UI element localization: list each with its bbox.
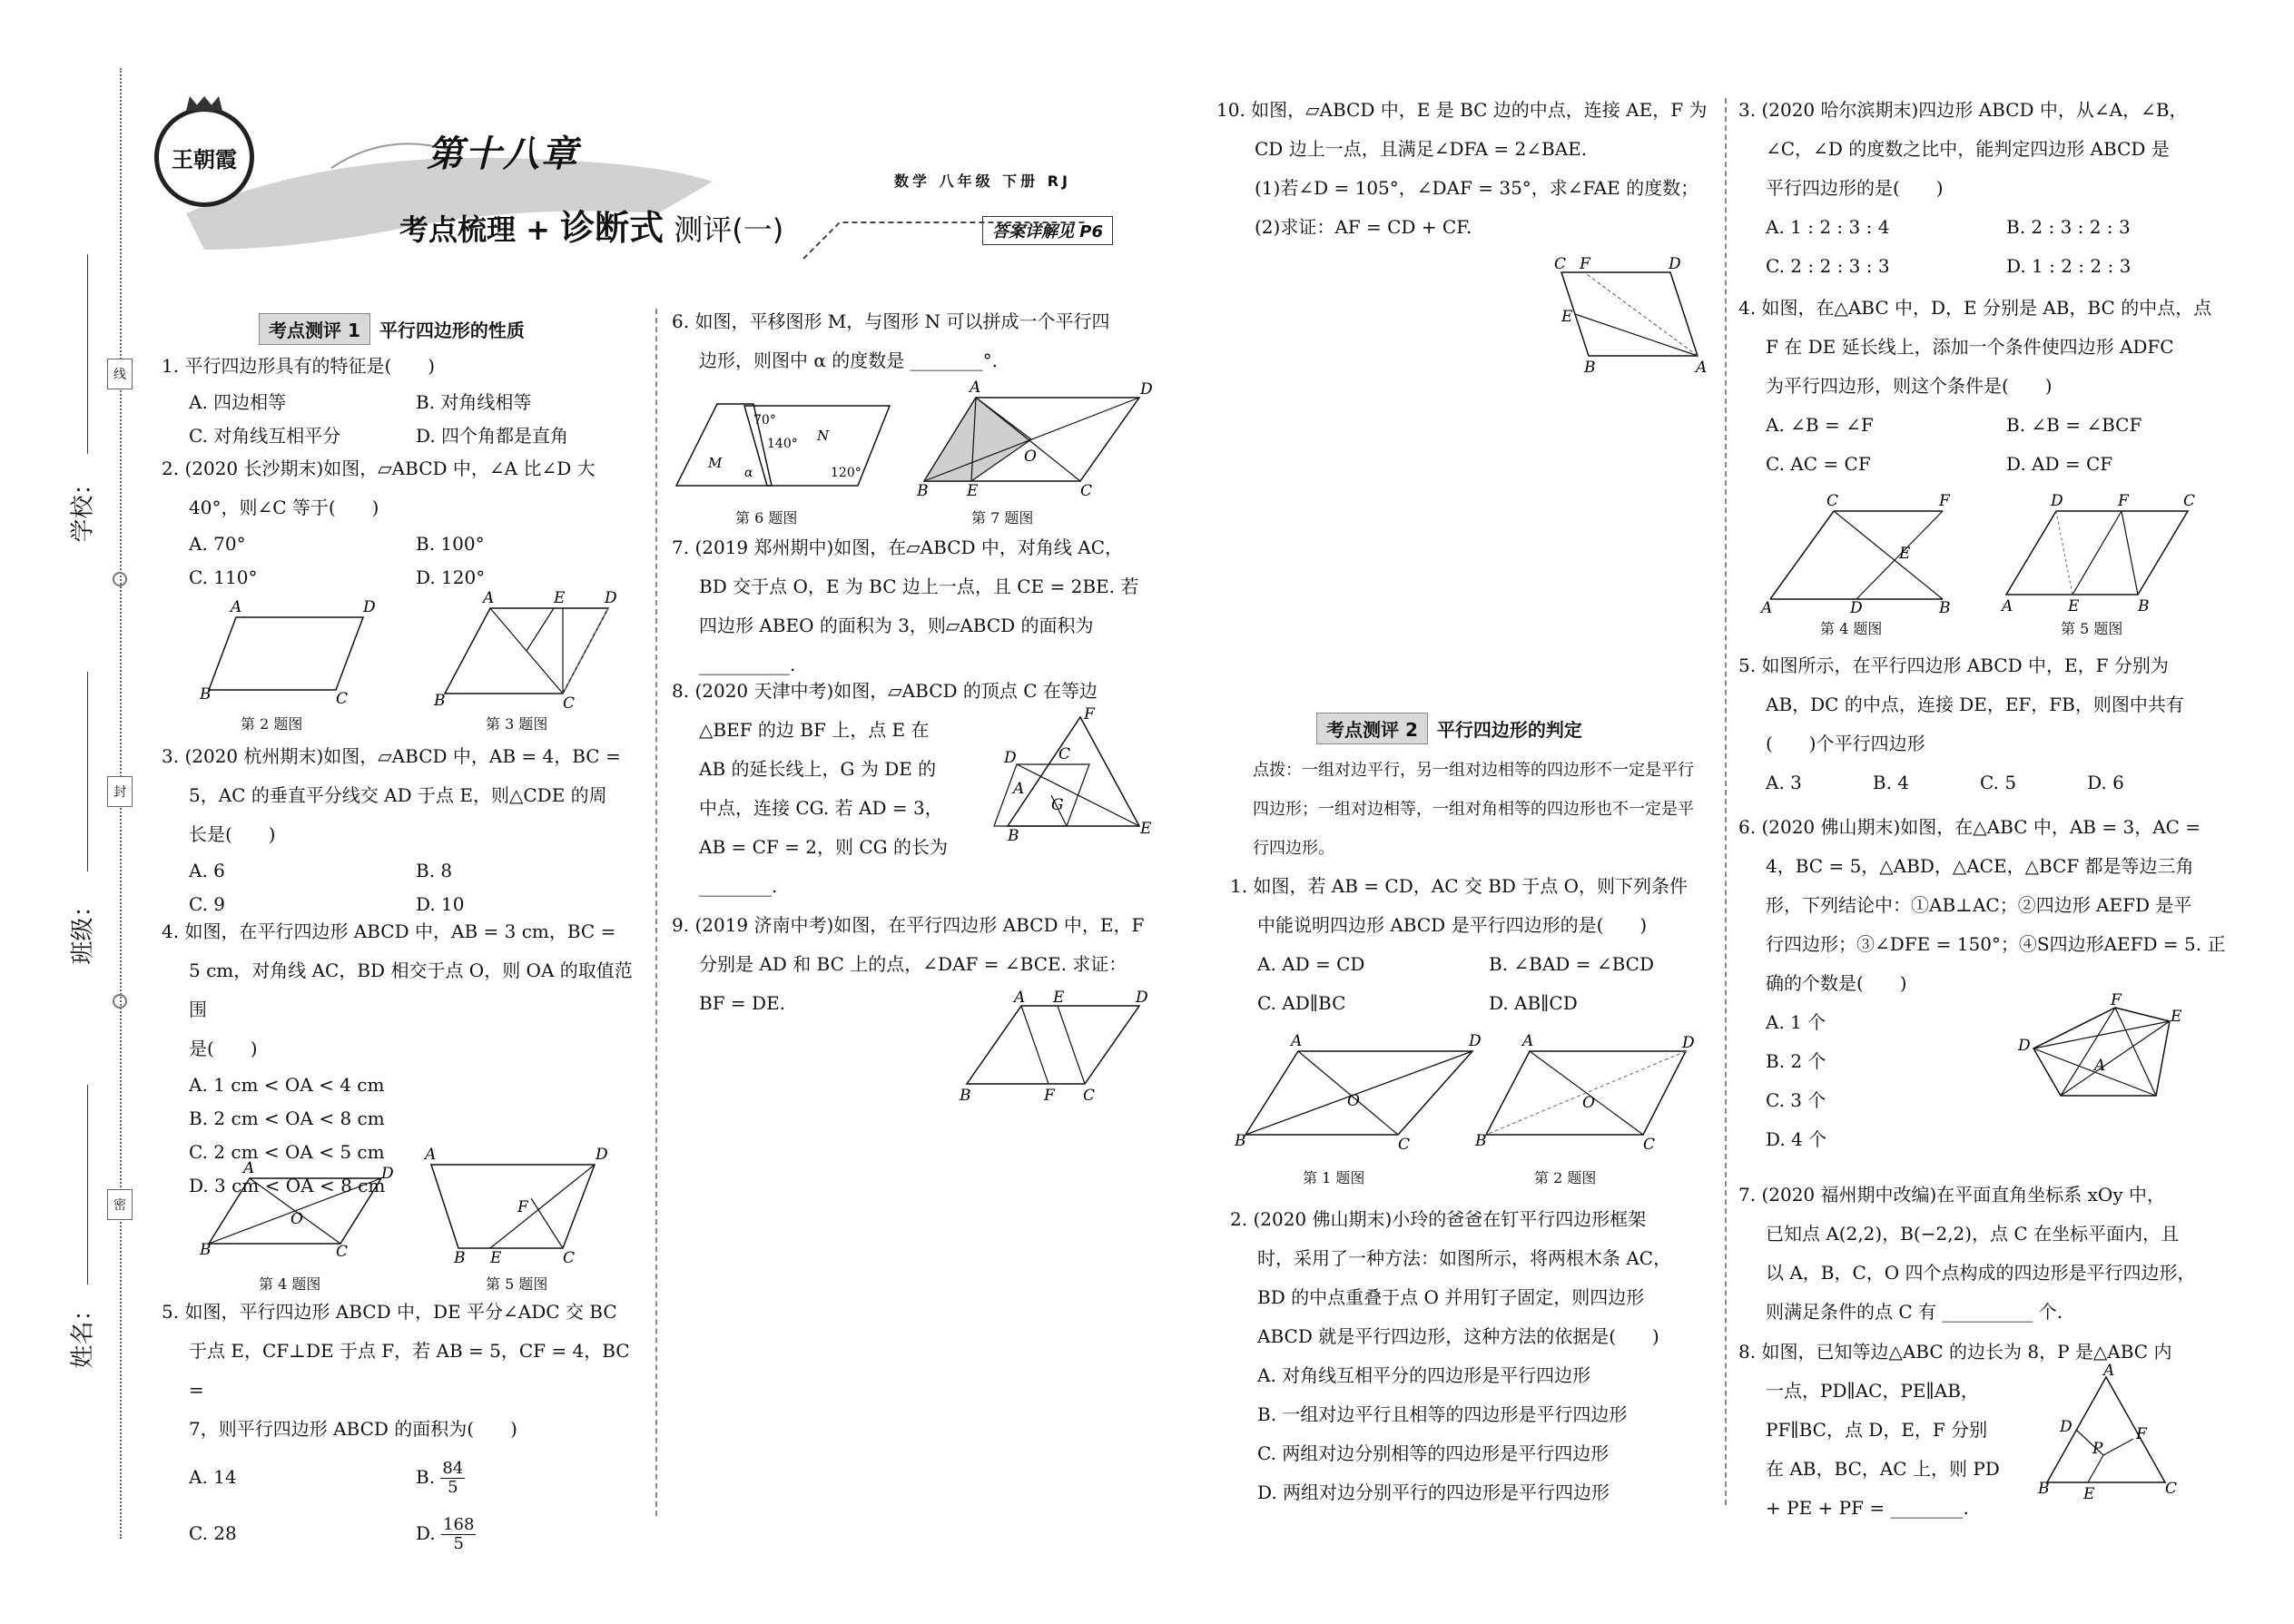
svg-text:B: B [917, 482, 929, 500]
svg-text:A: A [2103, 1362, 2115, 1380]
col4-q4-line2: F 在 DE 延长线上，添加一个条件使四边形 ADFC [1766, 336, 2174, 358]
col4-q5-line3: ( )个平行四边形 [1766, 733, 1925, 754]
binding-mark-feng: 封 [107, 776, 133, 807]
col3-s2q1-opt-d[interactable]: D. AB∥CD [1489, 992, 1578, 1014]
svg-text:A: A [425, 1146, 437, 1164]
col3-s2q2 [1230, 1200, 1720, 1512]
col3-s2q1-opt-c[interactable]: C. AD∥BC [1257, 992, 1346, 1014]
svg-text:A: A [1013, 780, 1025, 798]
logo-text: 王朝霞 [172, 145, 237, 172]
col4-q6-line2: 4，BC = 5，△ABD，△ACE，△BCF 都是等边三角 [1766, 855, 2194, 877]
figure-col4-q6 [2011, 991, 2183, 1112]
col1-q5-opt-b[interactable] [416, 1449, 643, 1505]
col4-q8-line3: PF∥BC，点 D，E，F 分别 [1766, 1419, 1988, 1441]
col1-q4-opt-a[interactable]: A. 1 cm < OA < 4 cm [189, 1074, 385, 1096]
col4-q3-options [1738, 208, 2247, 286]
svg-text:A: A [1291, 1032, 1303, 1050]
svg-text:A: A [970, 379, 981, 397]
col3-q10 [1216, 91, 1716, 247]
col1-q5-stem-line1: 5. 如图，平行四边形 ABCD 中，DE 平分∠ADC 交 BC [162, 1301, 617, 1323]
svg-text:C: C [2165, 1480, 2178, 1498]
col1-q1-options [162, 386, 643, 453]
col1-q1-opt-b[interactable]: B. 对角线相等 [416, 391, 532, 413]
svg-text:B: B [2138, 597, 2150, 615]
chapter-title: 第十八章 [427, 133, 579, 175]
col1-q1-opt-d[interactable]: D. 四个角都是直角 [416, 425, 569, 447]
col1-q3-opt-a[interactable]: A. 6 [189, 860, 225, 881]
figure-q2 [200, 599, 381, 708]
svg-text:A: A [483, 589, 495, 607]
col4-q7-line3: 以 A，B，C，O 四个点构成的四边形是平行四边形， [1766, 1262, 2196, 1284]
col1-q5-opt-d-num: 168 [443, 1515, 475, 1534]
svg-text:C: C [563, 1249, 576, 1267]
svg-text:O: O [290, 1210, 303, 1228]
col4-q3-opt-b[interactable]: B. 2 : 3 : 2 : 3 [2006, 216, 2131, 238]
svg-text:B: B [1939, 599, 1951, 617]
svg-text:D: D [1850, 599, 1863, 617]
col2-q7-stem-line1: 7. (2019 郑州期中)如图，在▱ABCD 中，对角线 AC， [672, 536, 1123, 558]
col4-q6-opt-b[interactable]: B. 2 个 [1766, 1050, 1826, 1072]
col4-q4-options [1738, 406, 2247, 484]
svg-text:E: E [1561, 308, 1573, 326]
col4-q4-opt-a[interactable]: A. ∠B = ∠F [1766, 414, 1874, 436]
col4-q3-line1: 3. (2020 哈尔滨期末)四边形 ABCD 中，从∠A，∠B， [1738, 99, 2188, 121]
binding-dot-1 [113, 572, 127, 586]
svg-text:D: D [2018, 1037, 2031, 1055]
col1-q2-stem-line1: 2. (2020 长沙期末)如图，▱ABCD 中，∠A 比∠D 大 [162, 458, 596, 479]
svg-text:B: B [1475, 1132, 1487, 1150]
col2-q8-stem-line6[interactable]: ________. [699, 875, 778, 897]
svg-text:B: B [960, 1087, 971, 1105]
col1-q4-stem-line3: 是( ) [189, 1038, 258, 1059]
svg-text:E: E [2083, 1485, 2095, 1503]
subtitle-part3: 测评(一) [674, 212, 784, 247]
svg-text:O: O [1347, 1092, 1360, 1110]
column-divider-1 [655, 309, 657, 1516]
svg-text:E: E [554, 589, 566, 607]
binding-mark-xian: 线 [107, 359, 133, 389]
col1-q5-stem-line2: 于点 E，CF⊥DE 于点 F，若 AB = 5，CF = 4，BC = [189, 1340, 630, 1401]
col4-q6-line1: 6. (2020 佛山期末)如图，在△ABC 中，AB = 3，AC = [1738, 816, 2201, 838]
col4-q5-opt-a[interactable]: A. 3 [1766, 772, 1802, 793]
svg-text:D: D [1469, 1032, 1482, 1050]
svg-text:F: F [2136, 1425, 2147, 1443]
svg-text:F: F [517, 1198, 528, 1216]
col1-q3-stem-line1: 3. (2020 杭州期末)如图，▱ABCD 中，AB = 4，BC = [162, 745, 621, 767]
caption-q6: 第 6 题图 [735, 509, 798, 527]
figure-s2q2 [1475, 1032, 1695, 1154]
col4-q4-opt-b[interactable]: B. ∠B = ∠BCF [2006, 414, 2142, 436]
section2-name: 平行四边形的判定 [1436, 719, 1582, 741]
col3-q10-line3: (1)若∠D = 105°，∠DAF = 35°，求∠FAE 的度数； [1255, 177, 1699, 199]
section1-num: 考点测评 1 [259, 313, 370, 345]
figure-q3 [427, 589, 626, 713]
svg-text:D: D [2051, 492, 2063, 510]
col3-q10-line2: CD 边上一点，且满足∠DFA = 2∠BAE. [1255, 138, 1588, 160]
caption-q7: 第 7 题图 [971, 509, 1034, 527]
svg-text:A: A [2002, 597, 2013, 615]
svg-text:D: D [1136, 989, 1148, 1007]
col1-q3-opt-b[interactable]: B. 8 [416, 860, 453, 881]
svg-text:B: B [2038, 1480, 2050, 1498]
col1-q5-opt-b-label: B. [416, 1466, 436, 1488]
col4-q5-line2: AB，DC 的中点，连接 DE，EF，FB，则图中共有 [1766, 694, 2184, 715]
caption-q4: 第 4 题图 [259, 1275, 321, 1293]
col1-q3-options [162, 854, 643, 921]
svg-text:C: C [1826, 492, 1839, 510]
col4-q6-opt-a[interactable]: A. 1 个 [1766, 1011, 1826, 1033]
logo [154, 107, 254, 207]
col4-q3-line3: 平行四边形的是( ) [1766, 177, 1944, 199]
svg-text:O: O [1024, 448, 1037, 466]
col2-q7-stem-line2: BD 交于点 O，E 为 BC 边上一点，且 CE = 2BE. 若 [699, 576, 1139, 597]
col1-q1 [162, 347, 643, 453]
binding-mark-mi: 密 [107, 1189, 133, 1220]
svg-text:E: E [490, 1249, 502, 1267]
col1-q2-opt-d[interactable]: D. 120° [416, 566, 486, 588]
col1-q2-opt-c[interactable]: C. 110° [189, 566, 258, 588]
col4-q3-line2: ∠C，∠D 的度数之比中，能判定四边形 ABCD 是 [1766, 138, 2170, 160]
col1-q5-opt-b-den: 5 [448, 1478, 458, 1497]
svg-text:D: D [2060, 1418, 2072, 1436]
school-label: 学校： [69, 471, 97, 543]
col3-s2q2-line3: BD 的中点重叠于点 O 并用钉子固定，则四边形 [1257, 1286, 1645, 1308]
col2-q8-stem-line4: 中点，连接 CG. 若 AD = 3， [699, 797, 943, 819]
col2-q6-stem-line2: 边形，则图中 α 的度数是 ________°. [699, 349, 998, 371]
col1-q5-opt-d-frac [441, 1516, 476, 1553]
svg-text:F: F [1084, 705, 1095, 723]
col1-q5 [162, 1293, 643, 1561]
col3-s2q2-line2: 时，采用了一种方法：如图所示，将两根木条 AC， [1257, 1247, 1672, 1269]
svg-text:F: F [1939, 492, 1950, 510]
col1-q2 [162, 449, 643, 595]
svg-text:C: C [2183, 492, 2196, 510]
figure-q8 [989, 705, 1162, 845]
svg-text:F: F [1580, 255, 1590, 273]
svg-text:C: C [1554, 255, 1567, 273]
svg-text:D: D [1669, 255, 1681, 273]
svg-text:P: P [2092, 1440, 2103, 1458]
col1-q3-opt-c[interactable]: C. 9 [189, 893, 226, 915]
figure-col4-q8 [2038, 1362, 2178, 1503]
svg-text:D: D [363, 598, 376, 616]
svg-text:D: D [605, 589, 617, 607]
col1-q5-opt-b-num: 84 [442, 1459, 464, 1478]
chapter-subtitle [399, 200, 783, 250]
figure-q4 [200, 1159, 399, 1262]
svg-text:A: A [243, 1159, 255, 1177]
col1-q4-stem-line1: 4. 如图，在平行四边形 ABCD 中，AB = 3 cm，BC = [162, 920, 616, 942]
col4-q7-line2: 已知点 A(2,2)，B(−2,2)，点 C 在坐标平面内，且 [1766, 1223, 2180, 1245]
col1-q5-opt-b-frac [440, 1460, 465, 1497]
caption-q5: 第 5 题图 [486, 1275, 548, 1293]
svg-text:B: B [200, 685, 212, 704]
svg-text:C: C [1083, 1087, 1096, 1105]
col1-q5-opt-d[interactable] [416, 1505, 643, 1561]
svg-text:C: C [1080, 482, 1093, 500]
svg-text:B: B [1235, 1132, 1246, 1150]
col4-q6-line4: 行四边形；③∠DFE = 150°；④S四边形AEFD = 5. 正 [1766, 933, 2226, 955]
col3-s2q2-opt-b[interactable]: B. 一组对边平行且相等的四边形是平行四边形 [1257, 1403, 1628, 1425]
col1-q2-options [162, 527, 643, 595]
col4-q5-opt-c[interactable]: C. 5 [1980, 772, 2017, 793]
section2-title [1316, 713, 1582, 744]
caption-q3: 第 3 题图 [486, 715, 548, 733]
figure-q5 [418, 1148, 617, 1271]
svg-text:F: F [2118, 492, 2129, 510]
caption-col4-q4: 第 4 题图 [1820, 620, 1883, 637]
caption-q2: 第 2 题图 [241, 715, 303, 733]
col1-q1-opt-c[interactable]: C. 对角线互相平分 [189, 425, 341, 447]
col4-q8-line1: 8. 如图，已知等边△ABC 的边长为 8，P 是△ABC 内 [1738, 1341, 2172, 1363]
figure-col4-q4 [1761, 492, 1961, 617]
subtitle-part2: 诊断式 [560, 208, 665, 248]
figure-q6 [672, 386, 899, 504]
section2-tip: 点拨：一组对边平行，另一组对边相等的四边形不一定是平行四边形；一组对边相等，一组对角相等的四边形也不一定是平行四边形。 [1253, 761, 1694, 858]
col4-q4-line3: 为平行四边形，则这个条件是( ) [1766, 375, 2053, 397]
col2-q6 [672, 302, 1162, 380]
col2-q8-stem-line1: 8. (2020 天津中考)如图，▱ABCD 的顶点 C 在等边 [672, 680, 1098, 702]
section1-name: 平行四边形的性质 [379, 320, 525, 341]
svg-text:C: C [336, 1243, 349, 1261]
col4-q3-opt-c[interactable]: C. 2 : 2 : 3 : 3 [1766, 255, 1890, 277]
caption-s2q2: 第 2 题图 [1534, 1169, 1597, 1186]
svg-text:G: G [1051, 796, 1064, 814]
col2-q8-stem-line5: AB = CF = 2，则 CG 的长为 [699, 836, 948, 858]
col4-q8-line5[interactable]: + PE + PF = ________. [1766, 1497, 1969, 1519]
col1-q1-opt-a[interactable]: A. 四边相等 [189, 391, 287, 413]
svg-text:E: E [967, 482, 979, 500]
svg-text:E: E [1140, 820, 1152, 838]
col4-q4-opt-c[interactable]: C. AC = CF [1766, 453, 1871, 475]
binding-dot-2 [113, 994, 127, 1009]
col4-q6-line5: 确的个数是( ) [1766, 972, 1907, 994]
col4-q5-options [1738, 763, 2247, 802]
svg-text:B: B [200, 1241, 212, 1259]
svg-text:E: E [1053, 989, 1065, 1007]
col3-q10-line4: (2)求证：AF = CD + CF. [1255, 216, 1472, 238]
name-field[interactable] [87, 1085, 88, 1284]
col4-q6-opt-c[interactable]: C. 3 个 [1766, 1089, 1826, 1111]
col1-q2-opt-b[interactable]: B. 100° [416, 533, 485, 555]
col1-q3-opt-d[interactable]: D. 10 [416, 893, 465, 915]
svg-text:B: B [434, 692, 446, 710]
svg-text:O: O [1582, 1094, 1595, 1112]
col4-q5-opt-d[interactable]: D. 6 [2087, 772, 2124, 793]
col3-s2q1-opt-a[interactable]: A. AD = CD [1257, 953, 1365, 975]
col1-q5-opt-a[interactable]: A. 14 [189, 1466, 237, 1488]
svg-text:C: C [1643, 1136, 1656, 1154]
svg-text:A: A [1014, 989, 1026, 1007]
col4-q4 [1738, 289, 2247, 484]
col1-q5-opt-c[interactable]: C. 28 [189, 1522, 237, 1544]
col3-s2q2-opt-c[interactable]: C. 两组对边分别相等的四边形是平行四边形 [1257, 1442, 1610, 1464]
col4-q3-opt-a[interactable]: A. 1 : 2 : 3 : 4 [1766, 216, 1890, 238]
col3-s2q1-line2: 中能说明四边形 ABCD 是平行四边形的是( ) [1257, 914, 1648, 936]
svg-text:D: D [1140, 380, 1153, 399]
col2-q6-stem-line1: 6. 如图，平移图形 M，与图形 N 可以拼成一个平行四 [672, 310, 1110, 332]
col4-q4-opt-d[interactable]: D. AD = CF [2006, 453, 2113, 475]
col3-s2q1-opt-b[interactable]: B. ∠BAD = ∠BCD [1489, 953, 1654, 975]
svg-text:A: A [1761, 599, 1773, 617]
svg-text:C: C [1398, 1136, 1411, 1154]
figure-s2q1 [1235, 1032, 1482, 1154]
col2-q7 [672, 528, 1162, 684]
col4-q6-line3: 形，下列结论中：①AB⊥AC；②四边形 AEFD 是平 [1766, 894, 2192, 916]
svg-text:A: A [2094, 1057, 2106, 1075]
col4-q5 [1738, 646, 2247, 802]
col2-q9-stem-line1: 9. (2019 济南中考)如图，在平行四边形 ABCD 中，E，F [672, 914, 1145, 936]
col4-q3 [1738, 91, 2247, 286]
col3-s2q1 [1230, 867, 1720, 1023]
svg-text:α: α [744, 466, 753, 480]
col3-s2q2-line4: ABCD 就是平行四边形，这种方法的依据是( ) [1257, 1325, 1659, 1347]
col4-q8-line4: 在 AB，BC，AC 上，则 PD [1766, 1458, 2000, 1480]
svg-text:A: A [231, 598, 242, 616]
col1-q5-opt-d-den: 5 [453, 1534, 464, 1553]
col4-q7 [1738, 1176, 2247, 1332]
figure-q7 [917, 381, 1153, 504]
subject-tags: 数学 八年级 下册 RJ [894, 172, 1071, 190]
svg-text:E: E [2068, 597, 2080, 615]
col2-q8-stem-line2: △BEF 的边 BF 上，点 E 在 [699, 719, 930, 741]
svg-text:140°: 140° [767, 437, 798, 451]
class-field[interactable] [87, 672, 88, 871]
svg-text:B: B [1584, 359, 1596, 377]
section2-num: 考点测评 2 [1316, 713, 1428, 744]
col1-q2-opt-a[interactable]: A. 70° [189, 533, 246, 555]
col2-q7-stem-line3: 四边形 ABEO 的面积为 3，则▱ABCD 的面积为 [699, 615, 1094, 636]
col1-q1-stem: 1. 平行四边形具有的特征是( ) [162, 355, 436, 377]
col2-q7-stem-line4[interactable]: __________. [699, 654, 796, 675]
col1-q4-opt-b[interactable]: B. 2 cm < OA < 8 cm [189, 1107, 385, 1129]
subtitle-part1: 考点梳理 + [399, 212, 550, 247]
svg-text:E: E [2171, 1008, 2182, 1026]
answer-ref[interactable]: 答案详解见 P6 [982, 216, 1113, 245]
svg-text:D: D [1004, 749, 1017, 767]
svg-text:120°: 120° [831, 466, 861, 480]
svg-text:C: C [563, 694, 576, 713]
col2-q8-stem-line3: AB 的延长线上，G 为 DE 的 [699, 758, 937, 780]
col1-q4-opt-c[interactable]: C. 2 cm < OA < 5 cm [189, 1141, 385, 1163]
svg-text:C: C [1058, 745, 1071, 763]
svg-text:B: B [454, 1249, 466, 1267]
col4-q3-opt-d[interactable]: D. 1 : 2 : 2 : 3 [2006, 255, 2132, 277]
col3-q10-line1: 10. 如图，▱ABCD 中，E 是 BC 边的中点，连接 AE，F 为 [1216, 99, 1708, 121]
figure-col4-q5 [2002, 492, 2197, 615]
col4-q5-line1: 5. 如图所示，在平行四边形 ABCD 中，E，F 分别为 [1738, 655, 2169, 676]
figure-q10 [1543, 256, 1707, 379]
figure-q9 [958, 989, 1153, 1103]
svg-text:D: D [381, 1165, 394, 1183]
col4-q7-line4[interactable]: 则满足条件的点 C 有 __________ 个. [1766, 1301, 2063, 1323]
svg-text:C: C [336, 690, 349, 708]
svg-text:M: M [708, 455, 723, 471]
col4-q6-opt-d[interactable]: D. 4 个 [1766, 1128, 1827, 1150]
col1-q3-stem-line2: 5，AC 的垂直平分线交 AD 于点 E，则△CDE 的周 [189, 784, 607, 806]
col1-q3 [162, 737, 643, 921]
caption-s2q1: 第 1 题图 [1303, 1169, 1365, 1186]
svg-text:F: F [2111, 991, 2122, 1009]
col1-q4-opt-d[interactable]: D. 3 cm < OA < 8 cm [189, 1175, 386, 1196]
col1-q5-options [162, 1449, 643, 1561]
col1-q2-stem-line2: 40°，则∠C 等于( ) [189, 497, 379, 518]
col3-s2q2-opt-d[interactable]: D. 两组对边分别平行的四边形是平行四边形 [1257, 1481, 1610, 1503]
col4-q5-opt-b[interactable]: B. 4 [1872, 772, 1910, 793]
col3-s2q2-line1: 2. (2020 佛山期末)小玲的爸爸在钉平行四边形框架 [1230, 1208, 1647, 1230]
col2-q9-stem-line2: 分别是 AD 和 BC 上的点，∠DAF = ∠BCE. 求证： [699, 953, 1127, 975]
column-divider-2 [1725, 98, 1727, 1505]
logo-crown-icon [186, 96, 222, 111]
svg-text:D: D [1682, 1034, 1695, 1052]
col2-q9-stem-line3: BF = DE. [699, 992, 786, 1014]
class-label: 班级： [69, 893, 97, 965]
school-field[interactable] [87, 254, 88, 454]
svg-text:E: E [1899, 545, 1911, 563]
caption-col4-q5: 第 5 题图 [2061, 620, 2123, 637]
col3-s2q2-opt-a[interactable]: A. 对角线互相平分的四边形是平行四边形 [1257, 1364, 1591, 1386]
col4-q4-line1: 4. 如图，在△ABC 中，D，E 分别是 AB，BC 的中点，点 [1738, 297, 2212, 319]
svg-text:F: F [1044, 1087, 1055, 1105]
name-label: 姓名： [69, 1297, 97, 1369]
svg-text:A: A [1522, 1032, 1534, 1050]
col1-q4-stem-line2: 5 cm，对角线 AC，BD 相交于点 O，则 OA 的取值范围 [189, 960, 633, 1020]
section1-title [259, 313, 525, 345]
svg-text:D: D [596, 1146, 608, 1164]
svg-text:A: A [1696, 359, 1708, 377]
svg-text:70°: 70° [753, 413, 776, 428]
svg-text:B: B [1008, 827, 1019, 845]
col1-q5-stem-line3: 7，则平行四边形 ABCD 的面积为( ) [189, 1418, 517, 1440]
col4-q8-line2: 一点，PD∥AC，PE∥AB， [1766, 1380, 1979, 1402]
col1-q5-opt-d-label: D. [416, 1522, 436, 1544]
col1-q3-stem-line3: 长是( ) [189, 823, 276, 845]
col3-s2q2-options [1230, 1356, 1720, 1512]
col3-s2q1-options [1230, 945, 1720, 1023]
col4-q7-line1: 7. (2020 福州期中改编)在平面直角坐标系 xOy 中， [1738, 1184, 2165, 1206]
col3-s2q1-line1: 1. 如图，若 AB = CD，AC 交 BD 于点 O，则下列条件 [1230, 875, 1689, 897]
svg-text:N: N [817, 428, 830, 444]
